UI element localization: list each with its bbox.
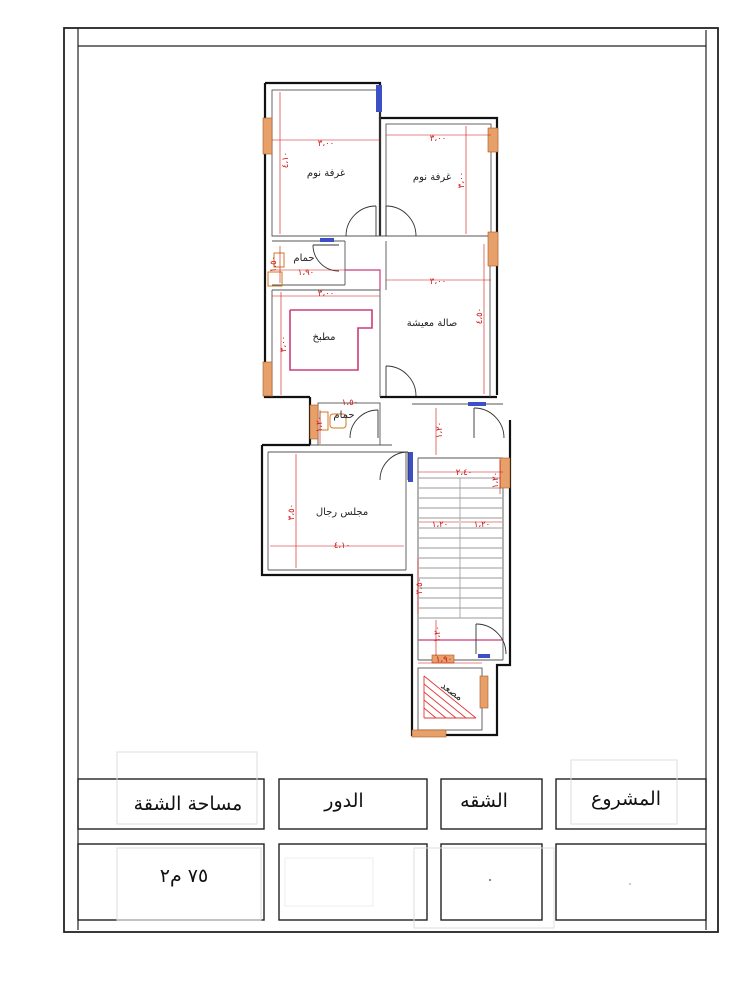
header-floor: الدور [324,790,364,812]
dimension-lines [270,92,503,663]
value-cell-apartment [441,844,542,920]
value-cell-floor [279,844,427,920]
dim-bath-upper-depth: ١،٥٠ [269,255,279,273]
floor-plan [262,83,510,737]
room-label-elevator: مصعد [438,680,465,704]
dim-living-width: ٣،٠٠ [429,277,447,287]
room-label-bedroom-left: غرفة نوم [306,168,346,179]
floor-value-box [285,858,373,906]
room-label-bath-lower: حمام [333,410,355,421]
dim-bedroom-left-width: ٣،٠٠ [317,139,335,149]
value-area: ٧٥ م٢ [159,865,209,887]
structural-columns [263,118,510,737]
dim-living-depth: ٤،٥٠ [475,307,485,325]
project-dot [629,883,631,885]
dim-stair-flight-right: ١،٢٠ [473,520,491,530]
dim-stair-width: ٢،٤٠ [455,468,473,478]
dim-kitchen-width: ٣،٠٠ [317,289,335,299]
dim-kitchen-depth: ٣،٠٠ [279,335,289,353]
header-apartment: الشقه [460,790,508,812]
room-label-living: صالة معيشة [406,318,458,329]
dim-bath-upper-width: ١،٩٠ [297,268,315,278]
dim-bath-lower-width: ١،٥٠ [341,398,359,408]
dim-stair-side: ١،٢٠ [491,471,501,489]
dim-bedroom-right-width: ٣،٠٠ [429,134,447,144]
dim-stair-length: ٣،٥٠ [415,577,425,595]
dim-bedroom-right-depth: ٣،٠٠ [457,171,467,189]
room-label-kitchen: مطبخ [312,332,336,343]
dim-landing: ١،٢٠ [433,625,443,643]
room-label-bath-upper: حمام [293,253,315,264]
header-project: المشروع [591,788,661,810]
inner-walls [268,90,503,730]
living-counter-line [345,270,380,290]
windows [317,85,490,658]
dim-stair-flight-left: ١،٢٠ [431,520,449,530]
apartment-value-box [414,848,554,928]
title-block [78,752,706,928]
dim-corridor: ١،٢٠ [435,421,445,439]
dim-elevator-width: ١،٩٠ [435,655,453,665]
dim-bedroom-left-depth: ٤،١٠ [281,151,291,169]
room-label-bedroom-right: غرفة نوم [412,172,452,183]
apartment-dot [489,879,491,881]
dim-majlis-depth: ٣،٥٠ [287,503,297,521]
dim-bath-lower-depth: ١،٢٠ [315,415,325,433]
stair-treads [419,478,502,618]
doors [313,206,506,654]
room-label-majlis: مجلس رجال [315,507,369,518]
dim-majlis-width: ٤،١٠ [333,541,351,551]
header-area: مساحة الشقة [133,793,243,815]
value-cell-project [556,844,706,920]
